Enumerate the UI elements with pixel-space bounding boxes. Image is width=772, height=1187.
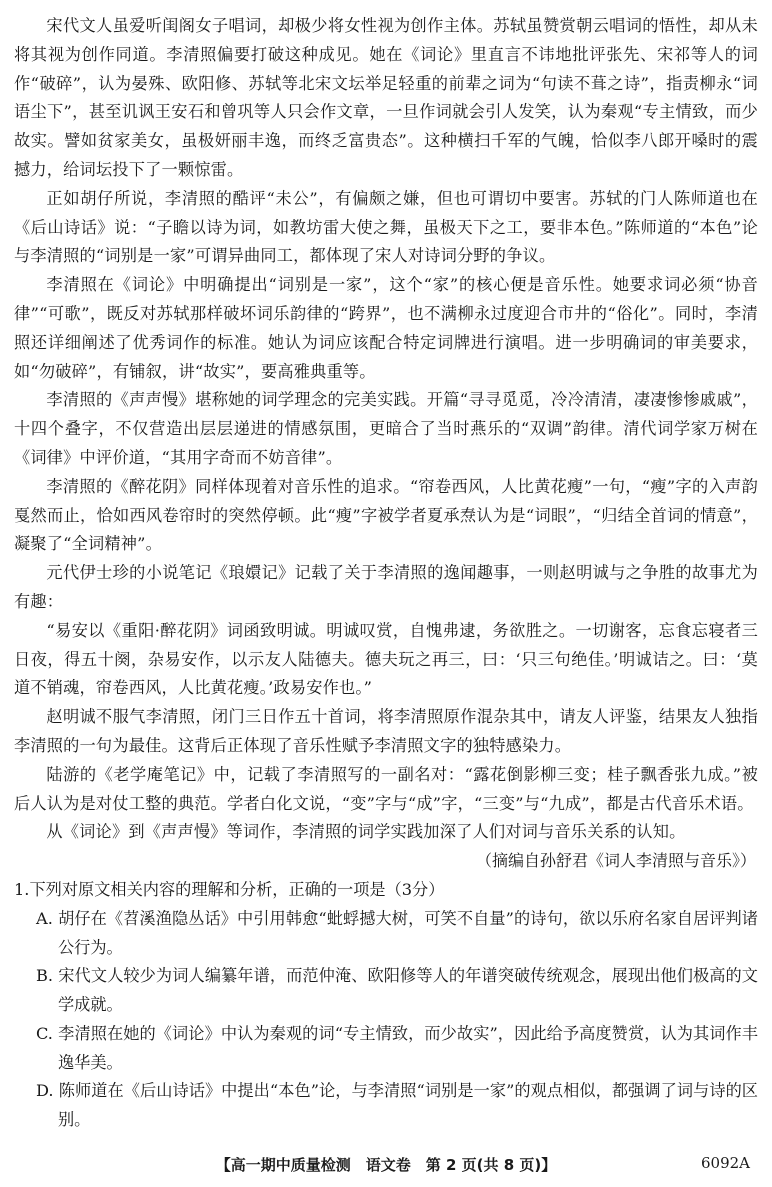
question-1 [14, 876, 758, 1135]
paragraph-1: 宋代文人虽爱听闺阁女子唱词，却极少将女性视为创作主体。苏轼虽赞赏朝云唱词的悟性，却从未将其视为创作同道。李清照偏要打破这种成见。她在《词论》里直言不讳地批评张先、宋祁等人的词作“破碎”，认为晏殊、欧阳修、苏轼等北宋文坛举足轻重的前辈之词为“句读不葺之诗”，指责柳永“词语尘下”，甚至讥讽王安石和曾巩等人只会作文章，一旦作词就会引人发笑，认为秦观“专主情致，而少故实。譬如贫家美女，虽极妍丽丰逸，而终乏富贵态”。这种横扫千军的气魄，恰似李八郎开嗓时的震撼力，给词坛投下了一颗惊雷。 [14, 16, 758, 179]
page-footer [0, 1152, 772, 1182]
question-stem: 1.下列对原文相关内容的理解和分析，正确的一项是（3分） [14, 879, 445, 899]
paragraph-4: 李清照的《声声慢》堪称她的词学理念的完美实践。开篇“寻寻觅觅，冷冷清清，凄凄惨惨戚戚”，十四个叠字，不仅营造出层层递进的情感氛围，更暗合了当时燕乐的“双调”韵律。清代词学家万树在《词律》中评价道，“其用字奇而不妨音律”。 [14, 390, 758, 467]
paragraph-9: 陆游的《老学庵笔记》中，记载了李清照写的一副名对：“露花倒影柳三变；桂子飘香张九成。”被后人认为是对仗工整的典范。学者白化文说，“变”字与“成”字，“三变”与“九成”，都是古代音乐术语。 [14, 764, 758, 813]
paragraph-3: 李清照在《词论》中明确提出“词别是一家”，这个“家”的核心便是音乐性。她要求词必须“协音律”“可歌”，既反对苏轼那样破坏词乐韵律的“跨界”，也不满柳永过度迎合市井的“俗化”。同时，李清照还详细阐述了优秀词作的标准。她认为词应该配合特定词牌进行演唱。进一步明确词的审美要求，如“勿破碎”，有铺叙，讲“故实”，要高雅典重等。 [14, 275, 758, 381]
paragraph-5: 李清照的《醉花阴》同样体现着对音乐性的追求。“帘卷西风，人比黄花瘦”一句，“瘦”字的入声韵戛然而止，恰如西风卷帘时的突然停顿。此“瘦”字被学者夏承焘认为是“词眼”，“归结全首词的情意”，凝聚了“全词精神”。 [14, 476, 758, 554]
option-b: B. 宋代文人较少为词人编纂年谱，而范仲淹、欧阳修等人的年谱突破传统观念，展现出他们极高的文学成就。 [36, 966, 758, 1015]
option-c: C. 李清照在她的《词论》中认为秦观的词“专主情致，而少故实”，因此给予高度赞赏，认为其词作丰逸华美。 [36, 1023, 758, 1072]
paragraph-10: 从《词论》到《声声慢》等词作，李清照的词学实践加深了人们对词与音乐关系的认知。 [46, 822, 686, 842]
option-a: A. 胡仔在《苕溪渔隐丛话》中引用韩愈“蚍蜉撼大树，可笑不自量”的诗句，欲以乐府名家自居评判诸公行为。 [36, 908, 758, 957]
paragraph-8: 赵明诚不服气李清照，闭门三日作五十首词，将李清照原作混杂其中，请友人评鉴，结果友人独指李清照的一句为最佳。这背后正体现了音乐性赋予李清照文字的独特感染力。 [14, 707, 758, 755]
paragraph-2: 正如胡仔所说，李清照的酷评“未公”，有偏颇之嫌，但也可谓切中要害。苏轼的门人陈师道也在《后山诗话》说：“子瞻以诗为词，如教坊雷大使之舞，虽极天下之工，要非本色。”陈师道的“本色”论与李清照的“词别是一家”可谓异曲同工，都体现了宋人对诗词分野的争议。 [14, 188, 758, 266]
footer-code: 6092A [700, 1154, 750, 1172]
article-body [14, 12, 758, 847]
paragraph-7-quote: “易安以《重阳·醉花阴》词函致明诚。明诚叹赏，自愧弗逮，务欲胜之。一切谢客，忘食忘寝者三日夜，得五十阕，杂易安作，以示友人陆德夫。德夫玩之再三，曰：‘只三句绝佳。’明诚诘之。曰：‘莫道不销魂，帘卷西风，人比黄花瘦。’政易安作也。” [14, 620, 758, 698]
footer-title: 【高一期中质量检测 语文卷 第 2 页(共 8 页)】 [215, 1156, 557, 1174]
source-citation: （摘编自孙舒君《词人李清照与音乐》） [475, 851, 756, 871]
option-d: D. 陈师道在《后山诗话》中提出“本色”论，与李清照“词别是一家”的观点相似，都强调了词与诗的区别。 [36, 1081, 758, 1130]
paragraph-6: 元代伊士珍的小说笔记《琅嬛记》记载了关于李清照的逸闻趣事，一则赵明诚与之争胜的故事尤为有趣： [14, 563, 758, 611]
